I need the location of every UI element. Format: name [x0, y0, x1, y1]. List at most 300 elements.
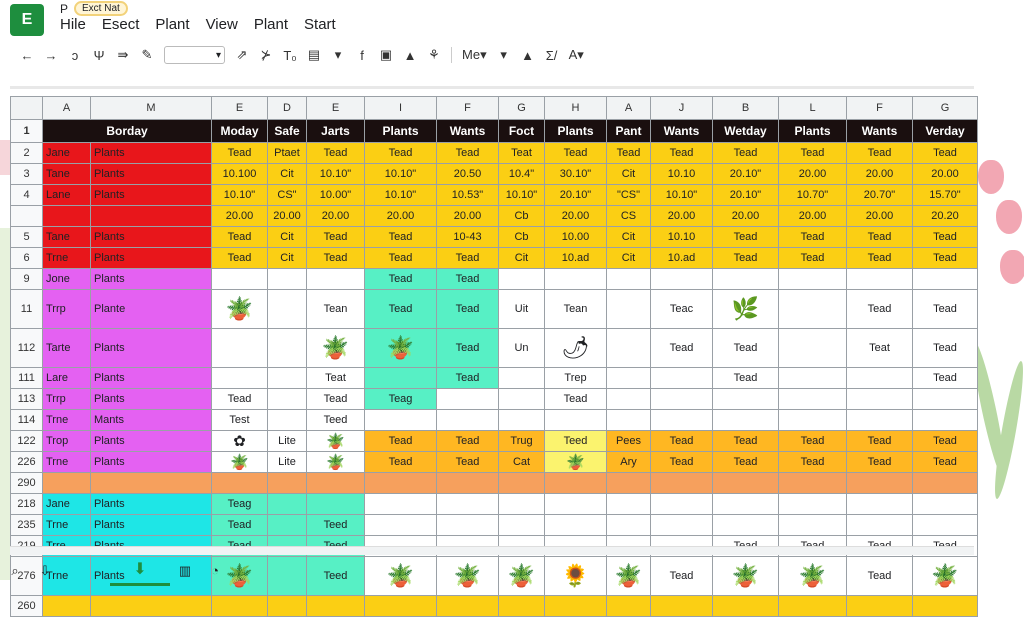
menu-item[interactable]: Start — [304, 16, 336, 33]
data-cell[interactable] — [499, 431, 545, 452]
data-cell[interactable] — [365, 248, 437, 269]
plant-icon-cell[interactable] — [212, 452, 268, 473]
data-cell[interactable] — [212, 248, 268, 269]
data-cell[interactable] — [779, 164, 847, 185]
data-cell[interactable] — [545, 473, 607, 494]
data-cell[interactable] — [499, 290, 545, 329]
data-cell[interactable] — [607, 389, 651, 410]
data-cell[interactable] — [307, 368, 365, 389]
data-cell[interactable] — [847, 431, 913, 452]
data-cell[interactable] — [268, 248, 307, 269]
data-cell[interactable] — [212, 143, 268, 164]
data-cell[interactable] — [713, 164, 779, 185]
data-cell[interactable] — [779, 410, 847, 431]
data-cell[interactable] — [847, 494, 913, 515]
data-cell[interactable] — [437, 431, 499, 452]
data-cell[interactable] — [651, 410, 713, 431]
data-cell[interactable] — [847, 164, 913, 185]
row-number[interactable] — [11, 206, 43, 227]
header-cell[interactable]: Foct — [499, 120, 545, 143]
font-select[interactable] — [164, 46, 225, 64]
toolbar-icon[interactable]: ⇗ — [236, 47, 248, 62]
data-cell[interactable] — [365, 368, 437, 389]
plant-icon-cell[interactable] — [713, 290, 779, 329]
data-cell[interactable] — [437, 596, 499, 617]
data-cell[interactable] — [651, 227, 713, 248]
data-cell[interactable] — [607, 515, 651, 536]
name-cell[interactable]: Trne — [43, 515, 91, 536]
toolbar-icon[interactable]: ← — [20, 47, 34, 63]
data-cell[interactable] — [437, 515, 499, 536]
row-number[interactable]: 112 — [11, 329, 43, 368]
row-number[interactable]: 6 — [11, 248, 43, 269]
data-cell[interactable] — [91, 473, 212, 494]
data-cell[interactable] — [268, 452, 307, 473]
menu-item[interactable]: Plant — [155, 16, 190, 33]
toolbar-icon[interactable]: Ψ — [93, 47, 105, 63]
name-cell[interactable]: Jane — [43, 494, 91, 515]
data-cell[interactable] — [307, 515, 365, 536]
data-cell[interactable] — [713, 473, 779, 494]
data-cell[interactable] — [307, 164, 365, 185]
data-cell[interactable] — [913, 494, 978, 515]
data-cell[interactable] — [307, 473, 365, 494]
data-cell[interactable] — [607, 164, 651, 185]
data-cell[interactable] — [651, 269, 713, 290]
name-cell[interactable]: Trrp — [43, 290, 91, 329]
data-cell[interactable] — [713, 389, 779, 410]
data-cell[interactable] — [268, 290, 307, 329]
data-cell[interactable] — [91, 596, 212, 617]
data-cell[interactable] — [499, 248, 545, 269]
data-cell[interactable] — [651, 248, 713, 269]
row-number[interactable]: 9 — [11, 269, 43, 290]
data-cell[interactable] — [545, 206, 607, 227]
data-cell[interactable] — [437, 389, 499, 410]
plant-icon-cell[interactable] — [307, 452, 365, 473]
data-cell[interactable] — [713, 206, 779, 227]
data-cell[interactable] — [847, 290, 913, 329]
data-cell[interactable] — [545, 164, 607, 185]
toolbar-icon[interactable]: ▣ — [379, 47, 393, 62]
data-cell[interactable] — [268, 143, 307, 164]
row-number[interactable]: 276 — [11, 557, 43, 596]
label-cell[interactable]: Plants — [91, 143, 212, 164]
header-cell[interactable]: Wants — [651, 120, 713, 143]
header-cell[interactable]: Safe — [268, 120, 307, 143]
column-header[interactable]: E — [212, 97, 268, 120]
column-header[interactable]: L — [779, 97, 847, 120]
data-cell[interactable] — [545, 410, 607, 431]
column-header[interactable]: E — [307, 97, 365, 120]
label-cell[interactable]: Plants — [91, 269, 212, 290]
data-cell[interactable] — [713, 452, 779, 473]
toolbar-icon[interactable]: → — [44, 47, 58, 63]
column-header[interactable]: B — [713, 97, 779, 120]
data-cell[interactable] — [365, 389, 437, 410]
data-cell[interactable] — [913, 227, 978, 248]
name-cell[interactable]: Tane — [43, 164, 91, 185]
data-cell[interactable] — [307, 389, 365, 410]
data-cell[interactable] — [499, 515, 545, 536]
data-cell[interactable] — [607, 473, 651, 494]
plant-icon-cell[interactable] — [212, 290, 268, 329]
data-cell[interactable] — [779, 143, 847, 164]
data-cell[interactable] — [779, 473, 847, 494]
data-cell[interactable] — [545, 227, 607, 248]
download-icon[interactable]: ⇩ — [39, 562, 51, 578]
data-cell[interactable] — [779, 389, 847, 410]
data-cell[interactable] — [607, 248, 651, 269]
data-cell[interactable] — [212, 389, 268, 410]
data-cell[interactable] — [268, 185, 307, 206]
name-cell[interactable]: Tane — [43, 227, 91, 248]
data-cell[interactable] — [437, 227, 499, 248]
column-header[interactable]: G — [499, 97, 545, 120]
data-cell[interactable] — [847, 515, 913, 536]
data-cell[interactable] — [913, 185, 978, 206]
data-cell[interactable] — [607, 368, 651, 389]
data-cell[interactable] — [713, 431, 779, 452]
header-cell[interactable]: Verday — [913, 120, 978, 143]
data-cell[interactable] — [779, 227, 847, 248]
data-cell[interactable] — [545, 269, 607, 290]
row-number[interactable]: 113 — [11, 389, 43, 410]
label-cell[interactable] — [91, 206, 212, 227]
data-cell[interactable] — [847, 596, 913, 617]
data-cell[interactable] — [913, 206, 978, 227]
name-cell[interactable]: Jone — [43, 269, 91, 290]
data-cell[interactable] — [437, 248, 499, 269]
data-cell[interactable] — [437, 368, 499, 389]
toolbar-icon[interactable]: ▾ — [500, 47, 507, 62]
label-cell[interactable]: Plants — [91, 329, 212, 368]
name-cell[interactable]: Jane — [43, 143, 91, 164]
plant-icon-cell[interactable] — [365, 329, 437, 368]
data-cell[interactable] — [713, 185, 779, 206]
data-cell[interactable] — [913, 269, 978, 290]
toolbar-icon[interactable]: Σ/ — [545, 47, 558, 63]
data-cell[interactable] — [212, 515, 268, 536]
plant-icon-cell[interactable] — [212, 431, 268, 452]
horizontal-scrollbar[interactable] — [10, 546, 974, 555]
data-cell[interactable] — [437, 164, 499, 185]
data-cell[interactable] — [43, 473, 91, 494]
data-cell[interactable] — [307, 143, 365, 164]
data-cell[interactable] — [545, 494, 607, 515]
data-cell[interactable] — [651, 368, 713, 389]
data-cell[interactable] — [365, 227, 437, 248]
label-cell[interactable]: Plants — [91, 164, 212, 185]
data-cell[interactable] — [779, 185, 847, 206]
name-cell[interactable]: Trop — [43, 431, 91, 452]
column-header[interactable]: G — [913, 97, 978, 120]
data-cell[interactable] — [499, 368, 545, 389]
data-cell[interactable] — [545, 389, 607, 410]
data-cell[interactable] — [499, 596, 545, 617]
data-cell[interactable] — [913, 248, 978, 269]
toolbar-icon[interactable]: ⚘ — [428, 47, 440, 62]
name-cell[interactable]: Trne — [43, 452, 91, 473]
data-cell[interactable] — [268, 410, 307, 431]
label-cell[interactable]: Plants — [91, 431, 212, 452]
label-cell[interactable]: Plants — [91, 515, 212, 536]
header-cell[interactable]: Wants — [847, 120, 913, 143]
data-cell[interactable] — [212, 494, 268, 515]
data-cell[interactable] — [499, 389, 545, 410]
data-cell[interactable] — [307, 494, 365, 515]
data-cell[interactable] — [499, 185, 545, 206]
data-cell[interactable] — [847, 206, 913, 227]
data-cell[interactable] — [307, 206, 365, 227]
name-cell[interactable]: Trrp — [43, 389, 91, 410]
data-cell[interactable] — [607, 269, 651, 290]
data-cell[interactable] — [365, 515, 437, 536]
header-cell[interactable]: Borday — [43, 120, 212, 143]
data-cell[interactable] — [365, 452, 437, 473]
data-cell[interactable] — [437, 494, 499, 515]
toolbar-icon[interactable]: A▾ — [568, 47, 584, 62]
header-cell[interactable]: Moday — [212, 120, 268, 143]
data-cell[interactable] — [713, 269, 779, 290]
data-cell[interactable] — [847, 368, 913, 389]
data-cell[interactable] — [713, 227, 779, 248]
data-cell[interactable] — [545, 290, 607, 329]
data-cell[interactable] — [847, 473, 913, 494]
label-cell[interactable]: Plants — [91, 368, 212, 389]
column-header[interactable]: J — [651, 97, 713, 120]
data-cell[interactable] — [607, 290, 651, 329]
header-cell[interactable]: Plants — [365, 120, 437, 143]
data-cell[interactable] — [651, 164, 713, 185]
data-cell[interactable] — [437, 329, 499, 368]
data-cell[interactable] — [437, 206, 499, 227]
header-cell[interactable]: Plants — [545, 120, 607, 143]
data-cell[interactable] — [651, 596, 713, 617]
data-cell[interactable] — [913, 368, 978, 389]
data-cell[interactable] — [307, 290, 365, 329]
data-cell[interactable] — [365, 164, 437, 185]
data-cell[interactable] — [268, 368, 307, 389]
name-cell[interactable]: Trne — [43, 410, 91, 431]
label-cell[interactable]: Plants — [91, 227, 212, 248]
row-number[interactable]: 290 — [11, 473, 43, 494]
plant-icon-cell[interactable] — [307, 329, 365, 368]
header-cell[interactable]: Jarts — [307, 120, 365, 143]
data-cell[interactable] — [499, 143, 545, 164]
column-header[interactable]: A — [607, 97, 651, 120]
row-number[interactable]: 114 — [11, 410, 43, 431]
data-cell[interactable] — [437, 185, 499, 206]
data-cell[interactable] — [545, 368, 607, 389]
data-cell[interactable] — [499, 227, 545, 248]
label-cell[interactable]: Plante — [91, 290, 212, 329]
row-number[interactable]: 260 — [11, 596, 43, 617]
column-header[interactable]: M — [91, 97, 212, 120]
data-cell[interactable] — [545, 596, 607, 617]
menu-item[interactable]: View — [205, 16, 238, 33]
data-cell[interactable] — [651, 389, 713, 410]
data-cell[interactable] — [43, 596, 91, 617]
data-cell[interactable] — [913, 290, 978, 329]
data-cell[interactable] — [268, 164, 307, 185]
data-cell[interactable] — [913, 389, 978, 410]
label-cell[interactable]: Plants — [91, 389, 212, 410]
data-cell[interactable] — [847, 143, 913, 164]
data-cell[interactable] — [779, 494, 847, 515]
data-cell[interactable] — [268, 206, 307, 227]
app-logo[interactable] — [10, 4, 44, 36]
data-cell[interactable] — [651, 329, 713, 368]
data-cell[interactable] — [607, 329, 651, 368]
data-cell[interactable] — [713, 329, 779, 368]
data-cell[interactable] — [779, 206, 847, 227]
menu-item[interactable]: Hile — [60, 16, 86, 33]
data-cell[interactable] — [651, 206, 713, 227]
data-cell[interactable] — [779, 290, 847, 329]
data-cell[interactable] — [847, 248, 913, 269]
data-cell[interactable] — [651, 515, 713, 536]
label-cell[interactable]: Plants — [91, 185, 212, 206]
data-cell[interactable] — [365, 185, 437, 206]
data-cell[interactable] — [607, 494, 651, 515]
data-cell[interactable] — [713, 515, 779, 536]
data-cell[interactable] — [545, 143, 607, 164]
format-menu[interactable] — [462, 47, 487, 63]
pie-icon[interactable]: ◔ — [211, 563, 219, 578]
plant-icon-cell[interactable] — [307, 431, 365, 452]
chart-icon[interactable]: ▥ — [178, 562, 192, 578]
row-number[interactable]: 226 — [11, 452, 43, 473]
data-cell[interactable] — [651, 431, 713, 452]
data-cell[interactable] — [307, 596, 365, 617]
explore-icon[interactable]: ⌕ — [11, 562, 19, 578]
data-cell[interactable] — [365, 410, 437, 431]
data-cell[interactable] — [847, 269, 913, 290]
data-cell[interactable] — [779, 269, 847, 290]
data-cell[interactable] — [365, 596, 437, 617]
data-cell[interactable] — [607, 227, 651, 248]
data-cell[interactable] — [607, 596, 651, 617]
header-cell[interactable]: Plants — [779, 120, 847, 143]
toolbar-icon[interactable]: ⇛ — [117, 47, 129, 62]
data-cell[interactable] — [545, 515, 607, 536]
data-cell[interactable] — [268, 389, 307, 410]
data-cell[interactable] — [437, 473, 499, 494]
name-cell[interactable]: Lane — [43, 185, 91, 206]
data-cell[interactable] — [607, 431, 651, 452]
data-cell[interactable] — [212, 269, 268, 290]
row-number[interactable]: 235 — [11, 515, 43, 536]
data-cell[interactable] — [713, 248, 779, 269]
toolbar-icon[interactable]: T₀ — [283, 47, 297, 63]
row-number[interactable]: 1 — [11, 120, 43, 143]
column-header[interactable]: A — [43, 97, 91, 120]
data-cell[interactable] — [212, 368, 268, 389]
header-cell[interactable]: Wants — [437, 120, 499, 143]
data-cell[interactable] — [713, 596, 779, 617]
label-cell[interactable]: Mants — [91, 410, 212, 431]
header-cell[interactable]: Wetday — [713, 120, 779, 143]
data-cell[interactable] — [268, 269, 307, 290]
column-header[interactable]: F — [847, 97, 913, 120]
data-cell[interactable] — [307, 269, 365, 290]
column-header[interactable]: H — [545, 97, 607, 120]
data-cell[interactable] — [913, 431, 978, 452]
data-cell[interactable] — [651, 494, 713, 515]
data-cell[interactable] — [365, 206, 437, 227]
data-cell[interactable] — [212, 410, 268, 431]
row-number[interactable]: 3 — [11, 164, 43, 185]
row-number[interactable]: 122 — [11, 431, 43, 452]
data-cell[interactable] — [607, 206, 651, 227]
row-number[interactable]: 5 — [11, 227, 43, 248]
data-cell[interactable] — [499, 452, 545, 473]
data-cell[interactable] — [437, 143, 499, 164]
row-number[interactable]: 4 — [11, 185, 43, 206]
data-cell[interactable] — [268, 473, 307, 494]
row-number[interactable]: 2 — [11, 143, 43, 164]
data-cell[interactable] — [913, 410, 978, 431]
data-cell[interactable] — [651, 290, 713, 329]
data-cell[interactable] — [913, 164, 978, 185]
data-cell[interactable] — [437, 452, 499, 473]
data-cell[interactable] — [545, 248, 607, 269]
data-cell[interactable] — [651, 185, 713, 206]
data-cell[interactable] — [779, 596, 847, 617]
data-cell[interactable] — [651, 452, 713, 473]
data-cell[interactable] — [913, 515, 978, 536]
data-cell[interactable] — [779, 515, 847, 536]
data-cell[interactable] — [212, 164, 268, 185]
data-cell[interactable] — [847, 227, 913, 248]
data-cell[interactable] — [607, 452, 651, 473]
data-cell[interactable] — [607, 410, 651, 431]
data-cell[interactable] — [437, 290, 499, 329]
data-cell[interactable] — [437, 269, 499, 290]
data-cell[interactable] — [365, 290, 437, 329]
data-cell[interactable] — [307, 185, 365, 206]
data-cell[interactable] — [847, 389, 913, 410]
data-cell[interactable] — [437, 410, 499, 431]
data-cell[interactable] — [212, 596, 268, 617]
column-header[interactable] — [11, 97, 43, 120]
data-cell[interactable] — [713, 494, 779, 515]
column-header[interactable]: I — [365, 97, 437, 120]
data-cell[interactable] — [268, 515, 307, 536]
header-cell[interactable]: Pant — [607, 120, 651, 143]
data-cell[interactable] — [212, 227, 268, 248]
toolbar-icon[interactable]: f — [360, 47, 364, 63]
data-cell[interactable] — [779, 248, 847, 269]
data-cell[interactable] — [545, 431, 607, 452]
column-header[interactable]: F — [437, 97, 499, 120]
data-cell[interactable] — [713, 410, 779, 431]
name-cell[interactable]: Tarte — [43, 329, 91, 368]
data-cell[interactable] — [499, 164, 545, 185]
row-number[interactable]: 218 — [11, 494, 43, 515]
data-cell[interactable] — [212, 473, 268, 494]
plant-icon-cell[interactable] — [545, 329, 607, 368]
row-number[interactable]: 11 — [11, 290, 43, 329]
menu-item[interactable]: Plant — [253, 16, 289, 33]
data-cell[interactable] — [307, 410, 365, 431]
data-cell[interactable] — [499, 410, 545, 431]
toolbar-icon[interactable]: ✎ — [141, 47, 153, 62]
row-number[interactable]: 111 — [11, 368, 43, 389]
data-cell[interactable] — [651, 143, 713, 164]
toolbar-icon[interactable]: ⊁ — [260, 47, 272, 62]
